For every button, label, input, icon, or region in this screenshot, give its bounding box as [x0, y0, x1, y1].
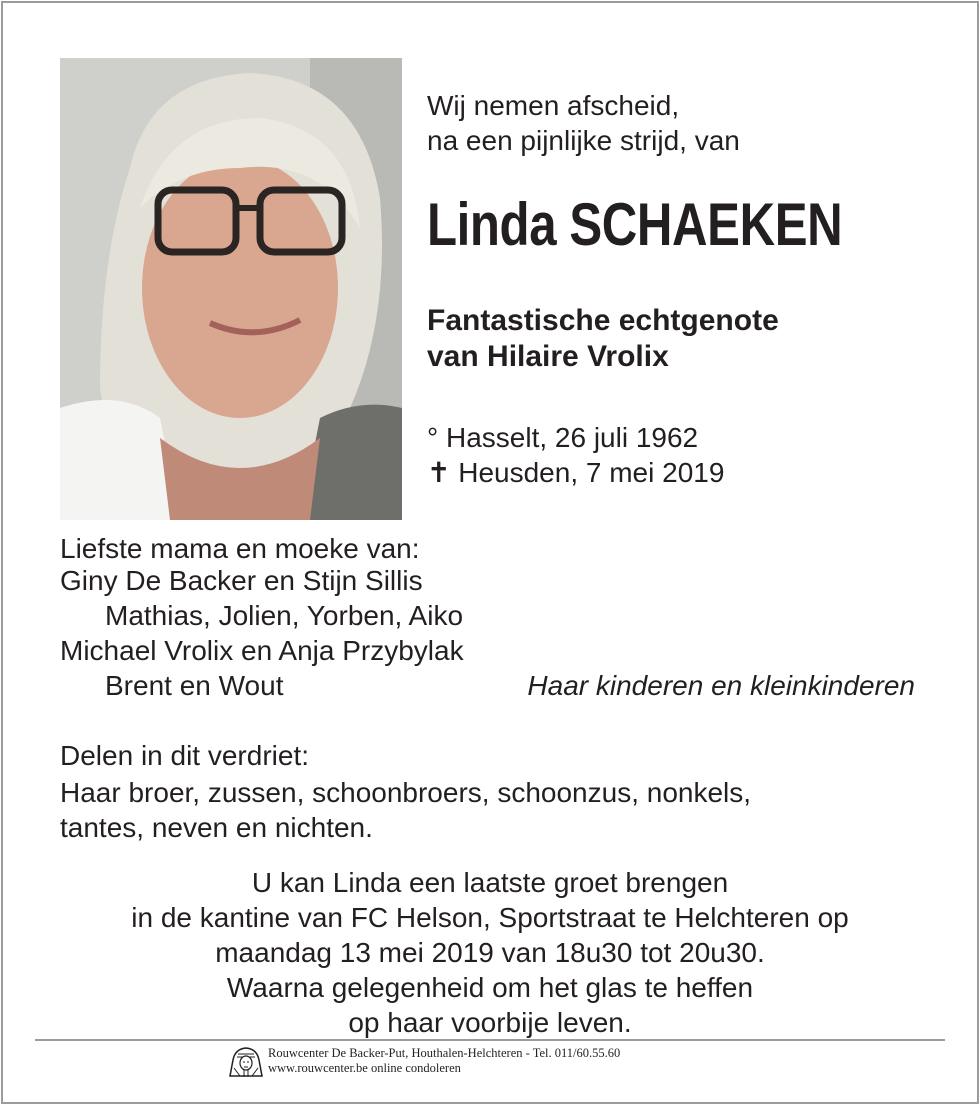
farewell-line: U kan Linda een laatste groet brengen — [251, 867, 729, 898]
family-heading: Liefste mama en moeke van: — [60, 533, 420, 564]
farewell-line: maandag 13 mei 2019 van 18u30 tot 20u30. — [215, 937, 765, 968]
share-line: tantes, neven en nichten. — [60, 812, 373, 843]
intro-line-1: Wij nemen afscheid, — [427, 90, 680, 121]
subtitle-line-1: Fantastische echtgenote — [427, 304, 779, 337]
footer-website: www.rouwcenter.be online condoleren — [268, 1061, 461, 1075]
family-signature: Haar kinderen en kleinkinderen — [527, 670, 915, 701]
farewell-line: Waarna gelegenheid om het glas te heffen — [226, 972, 754, 1003]
share-line: Haar broer, zussen, schoonbroers, schoonzus, nonkels, — [60, 777, 752, 808]
portrait-photo — [60, 58, 402, 520]
death-info: ✝ Heusden, 7 mei 2019 — [427, 457, 725, 488]
family-line: Brent en Wout — [105, 670, 284, 701]
footer-funeral-home: Rouwcenter De Backer-Put, Houthalen-Helchteren - Tel. 011/60.55.60 — [268, 1046, 621, 1060]
family-line: Giny De Backer en Stijn Sillis — [60, 565, 423, 596]
farewell-line: op haar voorbije leven. — [348, 1007, 632, 1038]
deceased-name: Linda SCHAEKEN — [427, 191, 843, 258]
footer-divider — [35, 1039, 945, 1041]
pharaoh-logo-icon — [229, 1046, 263, 1080]
birth-info: ° Hasselt, 26 juli 1962 — [427, 422, 699, 453]
intro-line-2: na een pijnlijke strijd, van — [427, 125, 740, 156]
farewell-line: in de kantine van FC Helson, Sportstraat te Helchteren op — [131, 902, 849, 933]
share-heading: Delen in dit verdriet: — [60, 740, 310, 771]
family-line: Michael Vrolix en Anja Przybylak — [60, 635, 464, 666]
family-line: Mathias, Jolien, Yorben, Aiko — [105, 600, 464, 631]
subtitle-line-2: van Hilaire Vrolix — [427, 340, 669, 373]
